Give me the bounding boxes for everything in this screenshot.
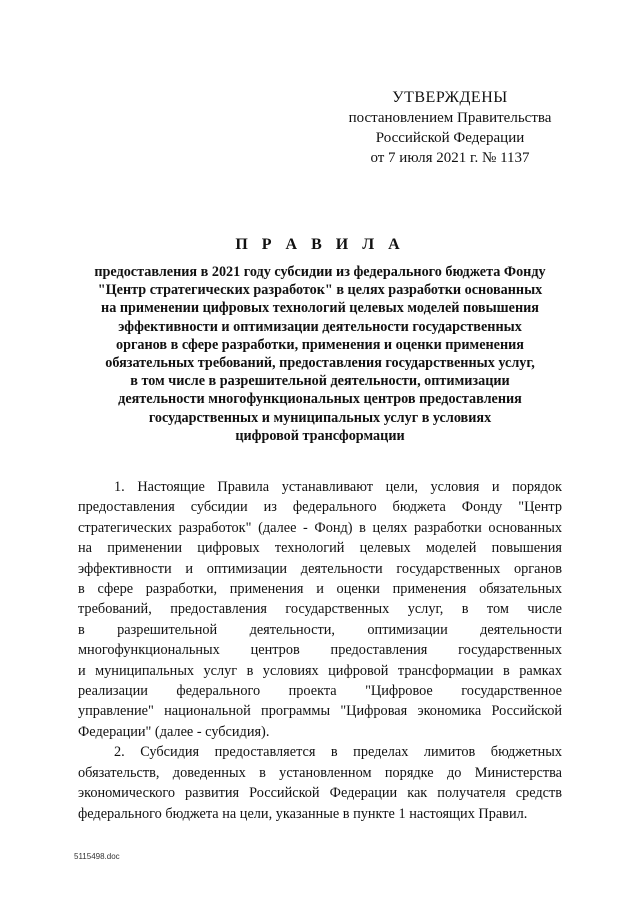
subtitle-line: "Центр стратегических разработок" в целях разработки основанных xyxy=(97,282,543,299)
paragraph-line: реализации федерального проекта "Цифровое государственное xyxy=(78,683,562,700)
document-title: П Р А В И Л А xyxy=(235,236,405,253)
document-body xyxy=(78,477,562,824)
subtitle-line: деятельности многофункциональных центров предоставления xyxy=(118,391,522,408)
paragraph-line: многофункциональных центров предоставления государственных xyxy=(78,642,562,659)
subtitle-line: эффективности и оптимизации деятельности государственных xyxy=(118,318,522,335)
subtitle-line: на применении цифровых технологий целевых моделей повышения xyxy=(101,300,539,317)
approval-title: УТВЕРЖДЕНЫ xyxy=(392,89,508,106)
paragraph-line: Федерации" (далее - субсидия). xyxy=(78,723,270,740)
paragraph-2 xyxy=(78,742,562,824)
paragraph-line: эффективности и оптимизации деятельности государственных органов xyxy=(78,560,562,577)
subtitle-line: в том числе в разрешительной деятельности, оптимизации xyxy=(130,373,510,390)
paragraph-line: обязательств, доведенных в установленном порядке до Министерства xyxy=(78,764,562,781)
paragraph-line: стратегических разработок" (далее - Фонд) в целях разработки основанных xyxy=(78,519,562,536)
paragraph-line: требований, предоставления государственных услуг, в том числе xyxy=(78,601,562,618)
paragraph-line: экономического развития Российской Федерации как получателя средств xyxy=(78,785,562,802)
paragraph-line: в разрешительной деятельности, оптимизации деятельности xyxy=(78,621,562,638)
paragraph-line: на применении цифровых технологий целевых моделей повышения xyxy=(78,540,562,557)
approval-line: Российской Федерации xyxy=(375,130,525,146)
subtitle-line: цифровой трансформации xyxy=(235,427,405,444)
approval-stamp xyxy=(330,88,570,168)
subtitle-line: органов в сфере разработки, применения и оценки применения xyxy=(115,336,524,353)
paragraph-line: в сфере разработки, применения и оценки применения обязательных xyxy=(78,581,562,598)
paragraph-line: 2. Субсидия предоставляется в пределах лимитов бюджетных xyxy=(114,744,562,761)
approval-date-number: от 7 июля 2021 г. № 1137 xyxy=(370,150,530,166)
paragraph-line: управление" национальной программы "Цифровая экономика Российской xyxy=(78,703,562,720)
paragraph-1 xyxy=(78,477,562,742)
subtitle-line: предоставления в 2021 году субсидии из федерального бюджета Фонду xyxy=(94,264,546,280)
subtitle-line: обязательных требований, предоставления государственных услуг, xyxy=(105,355,535,372)
paragraph-line: 1. Настоящие Правила устанавливают цели, условия и порядок xyxy=(114,479,562,495)
document-subtitle xyxy=(60,263,580,445)
paragraph-line: федерального бюджета на цели, указанные в пункте 1 настоящих Правил. xyxy=(78,805,528,822)
subtitle-line: государственных и муниципальных услуг в условиях xyxy=(148,409,492,426)
paragraph-line: предоставления субсидии из федерального бюджета Фонду "Центр xyxy=(78,499,562,516)
footer-file-name: 5115498.doc xyxy=(74,852,120,861)
approval-line: постановлением Правительства xyxy=(348,110,552,126)
paragraph-line: и муниципальных услуг в условиях цифровой трансформации в рамках xyxy=(78,662,562,679)
